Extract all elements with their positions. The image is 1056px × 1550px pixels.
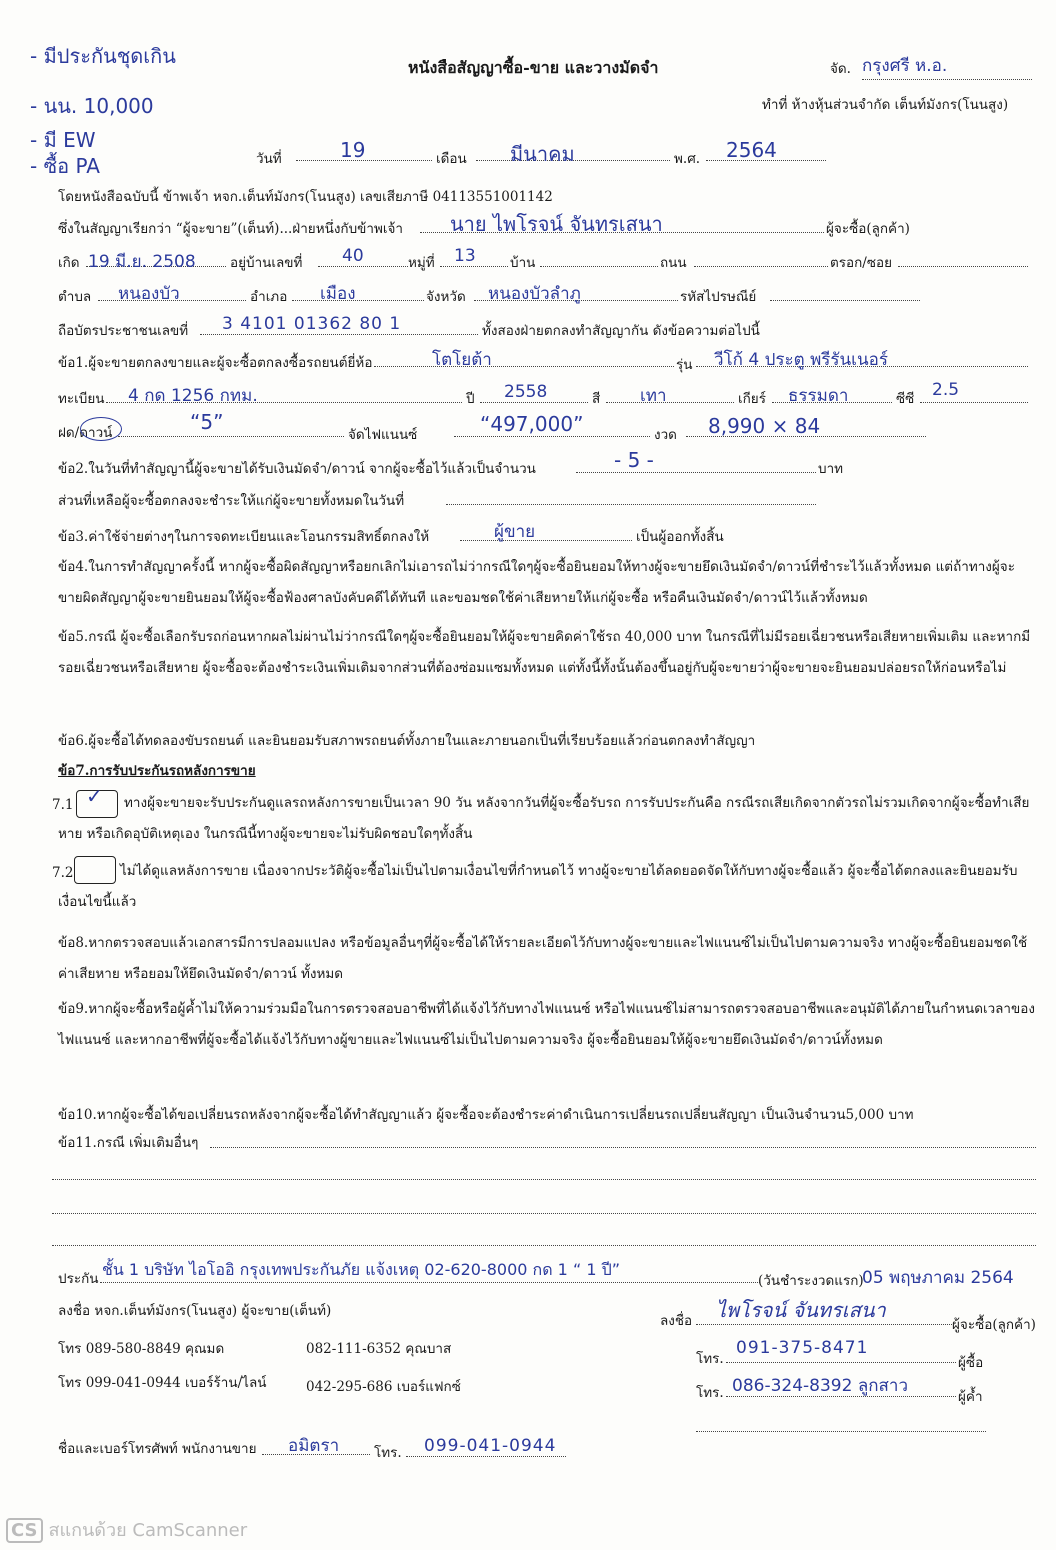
buyer-label: ผู้จะซื้อ(ลูกค้า) (826, 221, 910, 237)
down-value: “5” (190, 410, 224, 434)
clause-11-line-2 (52, 1178, 1036, 1180)
car-gear: ธรรมดา (788, 386, 849, 406)
gear-label: เกียร์ (738, 391, 766, 407)
clause-8: ข้อ8.หากตรวจสอบแล้วเอกสารมีการปลอมแปลง หรือข้อมูลอื่นๆที่ผู้จะซื้อได้ให้รายละเอียดไว้กับทางผู้จะขายและไฟแนนซ์ไม่เป็นไปตามความจริง ทางผู้จะซื้อยินยอมชดใช้ค่าเสียหาย หรือยอมให้ยึดเงินมัดจำ/ดาวน์ ทั้งหมด (58, 935, 1028, 982)
moo-value: 13 (454, 246, 476, 266)
village-line (540, 266, 658, 267)
finance-label: จัดไฟแนนซ์ (348, 427, 418, 443)
buyer-signature: ไพโรจน์ จันทรเสนา (716, 1298, 886, 1322)
phone-shop: โทร 099-041-0944 เบอร์ร้าน/ไลน์ (58, 1375, 267, 1391)
guarantor-tel: 086-324-8392 ลูกสาว (732, 1376, 909, 1396)
guarantor-tel-role: ผู้ค้ำ (958, 1389, 983, 1405)
month-value: มีนาคม (510, 142, 575, 166)
birth-value: 19 มี.ย. 2508 (88, 252, 196, 272)
buyer-tel-line (726, 1362, 956, 1363)
staff-label: ชื่อและเบอร์โทรศัพท์ พนักงานขาย (58, 1441, 257, 1457)
soi-line (898, 266, 1028, 267)
clause-11-label: ข้อ11.กรณี เพิ่มเติมอื่นๆ (58, 1135, 199, 1151)
id-value: 3 4101 01362 80 1 (222, 314, 402, 334)
reg-label: ทะเบียน (58, 391, 105, 407)
buyer-role: ผู้จะซื้อ(ลูกค้า) (952, 1317, 1036, 1333)
house-line (318, 266, 408, 267)
car-color: เทา (640, 386, 667, 406)
staff-name: อมิตรา (288, 1436, 340, 1456)
brand-line (374, 366, 674, 367)
cc-label: ซีซี (896, 391, 915, 407)
finance-value: “497,000” (480, 412, 584, 436)
color-line (606, 402, 734, 403)
day-label: วันที่ (256, 151, 282, 167)
clause-7: ข้อ7.การรับประกันรถหลังการขาย (58, 763, 256, 779)
guarantor-tel-label: โทร. (696, 1385, 724, 1401)
model-label: รุ่น (676, 357, 693, 373)
insurance-label: ประกัน (58, 1271, 99, 1287)
province-label: จังหวัด (426, 289, 466, 305)
buyer-tel-label: โทร. (696, 1351, 724, 1367)
zip-line (770, 300, 920, 301)
car-year-label: ปี (466, 391, 475, 407)
clause-7-2-number: 7.2 (52, 865, 74, 881)
camscanner-text: สแกนด้วย CamScanner (48, 1520, 248, 1541)
first-payment-date: 05 พฤษภาคม 2564 (862, 1268, 1014, 1288)
clause-7-1-number: 7.1 (52, 797, 74, 813)
clause-1-label: ข้อ1.ผู้จะขายตกลงขายและผู้จะซื้อตกลงซื้อรถยนต์ยี่ห้อ (58, 355, 373, 371)
intro-text: โดยหนังสือฉบับนี้ ข้าพเจ้า หจก.เต็นท์มังกร(โนนสูง) เลขเสียภาษี 0411355100114​2 (58, 189, 553, 205)
seller-label: ซึ่งในสัญญาเรียกว่า “ผู้จะขาย”(เต็นท์)...ฝ่ายหนึ่งกับข้าพเจ้า (58, 221, 403, 237)
buyer-sign-label: ลงชื่อ (660, 1313, 693, 1329)
house-value: 40 (342, 246, 364, 266)
side-note-amount: - นน. 10,000 (30, 94, 154, 118)
province-value: หนองบัวลำภู (488, 284, 581, 304)
soi-label: ตรอก/ซอย (830, 255, 893, 271)
installment-value: 8,990 × 84 (708, 414, 821, 438)
camscanner-logo-icon: CS (6, 1518, 43, 1543)
clause-3-value: ผู้ขาย (494, 522, 536, 542)
side-note-ew: - มี EW (30, 128, 96, 152)
id-label: ถือบัตรประชาชนเลขที่ (58, 323, 189, 339)
clause-6: ข้อ6.ผู้จะซื้อได้ทดลองขับรถยนต์ และยินยอมรับสภาพรถยนต์ทั้งภายในและภายนอกเป็นที่เรียบร้อยแล้วก่อนตกลงทำสัญญา (58, 733, 756, 749)
clause-7-1: ทางผู้จะขายจะรับประกันดูแลรถหลังการขายเป็นเวลา 90 วัน หลังจากวันที่ผู้จะซื้อรับรถ การรับประกันคือ กรณีรถเสียเกิดจากตัวรถไม่รวมเกิดจากผู้จะซื้อทำเสียหาย หรือเกิดอุบัติเหตุเอง ในกรณีนี้ทางผู้จะขายจะไม่รับผิดชอบใดๆทั้งสิ้น (58, 795, 1030, 842)
down-circle-mark (80, 417, 122, 441)
village-label: บ้าน (510, 255, 536, 271)
clause-10: ข้อ10.หากผู้จะซื้อได้ขอเปลี่ยนรถหลังจากผู้จะซื้อได้ทำสัญญาแล้ว ผู้จะซื้อจะต้องชำระค่าดำเนินการเปลี่ยนรถเปลี่ยนสัญญา เป็นเงินจำนวน5,000 บาท (58, 1107, 914, 1123)
clause-7-2: ไม่ได้ดูแลหลังการขาย เนื่องจากประวัติผู้จะซื้อไม่เป็นไปตามเงื่อนไขที่กำหนดไว้ ทางผู้จะขายได้ลดยอดจัดให้กับทางผู้จะซื้อแล้ว ผู้จะซื้อได้ตกลงและยินยอมรับเงื่อนไขนี้แล้ว (58, 863, 1018, 910)
car-year-line (480, 402, 588, 403)
amphoe-label: อำเภอ (250, 289, 288, 305)
car-model: วีโก้ 4 ประตู พรีรันเนอร์ (714, 350, 888, 370)
down-label: ฝด/ดาวน์ (58, 425, 113, 441)
extra-tel-line (696, 1430, 986, 1432)
installment-label: งวด (654, 427, 677, 443)
buyer-tel-role: ผู้ซื้อ (958, 1355, 984, 1371)
day-value: 19 (340, 138, 366, 162)
branch-value: กรุงศรี ห.อ. (862, 52, 1032, 80)
road-label: ถนน (660, 255, 687, 271)
insurance-value: ชั้น 1 บริษัท ไอโออิ กรุงเทพประกันภัย แจ้งเหตุ 02-620-8000 กด 1 “ 1 ปี” (102, 1260, 621, 1279)
clause-11-line-4 (52, 1244, 1036, 1246)
car-registration: 4 กด 1256 กทม. (128, 386, 258, 406)
clause-2-amount: - 5 - (614, 448, 654, 472)
clause-3-label: ข้อ3.ค่าใช้จ่ายต่างๆในการจดทะเบียนและโอนกรรมสิทธิ์ตกลงให้ (58, 529, 430, 545)
clause-9: ข้อ9.หากผู้จะซื้อหรือผู้ค้ำไม่ให้ความร่วมมือในการตรวจสอบอาชีพที่ได้แจ้งไว้กับทางไฟแนนซ์ หรือไฟแนนซ์ไม่สามารถตรวจสอบอาชีพและอนุมัติได้ภายในกำหนดเวลาของไฟแนนซ์ และหากอาชีพที่ผู้จะซื้อได้แจ้งไว้กับทางผู้ขายและไฟแนนซ์ไม่เป็นไปตามความจริง ผู้จะซื้อยินยอมให้ผู้จะขายยึดเงินมัดจำ/ดาวน์ทั้งหมด (58, 1001, 1035, 1048)
phone-bas: 082-111-6352 คุณบาส (306, 1341, 452, 1357)
tambon-value: หนองบัว (118, 284, 180, 304)
moo-line (440, 266, 508, 267)
clause-2-line (576, 472, 816, 473)
clause-3-end: เป็นผู้ออกทั้งสิ้น (636, 529, 724, 545)
car-brand: โตโยต้า (432, 350, 492, 370)
tambon-label: ตำบล (58, 289, 92, 305)
car-year: 2558 (504, 382, 548, 402)
agree-text: ทั้งสองฝ่ายตกลงทำสัญญากัน ดังข้อความต่อไปนี้ (482, 323, 760, 339)
first-payment-label: (วันชำระงวดแรก) (758, 1273, 864, 1289)
house-label: อยู่บ้านเลขที่ (230, 255, 303, 271)
year-label: พ.ศ. (674, 151, 701, 167)
year-value: 2564 (726, 138, 777, 162)
color-label: สี (592, 391, 601, 407)
staff-tel-label: โทร. (374, 1445, 402, 1461)
amphoe-value: เมือง (320, 284, 356, 304)
camscanner-watermark (6, 1515, 247, 1544)
phone-mod: โทร 089-580-8849 คุณมด (58, 1341, 225, 1357)
finance-line (454, 436, 650, 437)
clause-2b-line (446, 504, 816, 505)
side-note-pa: - ซื้อ PA (30, 154, 100, 178)
branch-label: จัด. (830, 61, 851, 77)
moo-label: หมู่ที่ (408, 255, 435, 271)
clause-4: ข้อ4.ในการทำสัญญาครั้งนี้ หากผู้จะซื้อผิดสัญญาหรือยกเลิกไม่เอารถไม่ว่ากรณีใดๆผู้จะซื้อยินยอมให้ทางผู้จะขายยึดเงินมัดจำ/ดาวน์ที่ชำระไว้แล้วทั้งหมด แต่ถ้าทางผู้จะขายผิดสัญญาผู้จะขายยินยอมให้ผู้จะซื้อฟ้องศาลบังคับคดีได้ทันที และขอมชดใช้ค่าเสียหายให้แก่ผู้จะซื้อ หรือคืนเงินมัดจำ/ดาวน์ไว้แล้วทั้งหมด (58, 559, 1015, 606)
staff-tel-line (406, 1456, 566, 1457)
check-mark-icon: ✓ (86, 784, 103, 808)
road-line (694, 266, 828, 267)
document-title: หนังสือสัญญาซื้อ-ขาย และวางมัดจำ (408, 58, 659, 77)
clause-3-line (460, 540, 632, 541)
seller-signature-line: ลงชื่อ หจก.เต็นท์มังกร(โนนสูง) ผู้จะขาย(เต็นท์) (58, 1303, 332, 1319)
clause-5: ข้อ5.กรณี ผู้จะซื้อเลือกรับรถก่อนหากผลไม่ผ่านไม่ว่ากรณีใดๆผู้จะซื้อยินยอมให้ผู้จะขายคิดค่าใช้รถ 40,000 บาท ในกรณีที่ไม่มีรอยเฉี่ยวชนหรือเสียหายเพิ่มเติม และหากมีรอยเฉี่ยวชนหรือเสียหาย ผู้จะซื้อจะต้องชำระเงินเพิ่มเติมจากส่วนที่ต้องซ่อมแซมทั้งหมด แต่ทั้งนี้ทั้งนั้นต้องขึ้นอยู่กับผู้จะขายว่าผู้จะขายจะยินยอมปล่อยรถให้ก่อนหรือไม่ (58, 629, 1031, 676)
birth-label: เกิด (58, 255, 80, 271)
phone-fax: 042-295-686 เบอร์แฟกซ์ (306, 1379, 461, 1395)
clause-2-label: ข้อ2.ในวันที่ทำสัญญานี้ผู้จะขายได้รับเงินมัดจำ/ดาวน์ จากผู้จะซื้อไว้แล้วเป็นจำนวน (58, 461, 536, 477)
side-note-insurance: - มีประกันชุดเกิน (30, 44, 176, 68)
down-line (118, 436, 344, 437)
amphoe-line (292, 300, 424, 301)
zip-label: รหัสไปรษณีย์ (680, 289, 757, 305)
clause-2-unit: บาท (818, 461, 844, 477)
cc-line (920, 402, 1028, 403)
location-text: ทำที่ ห้างหุ้นส่วนจำกัด เต็นท์มังกร(โนนสูง) (762, 97, 1009, 113)
staff-tel: 099-041-0944 (424, 1436, 557, 1456)
clause-2b-text: ส่วนที่เหลือผู้จะซื้อตกลงจะชำระให้แก่ผู้จะขายทั้งหมดในวันที่ (58, 493, 405, 509)
month-label: เดือน (436, 151, 467, 167)
clause-11-line-3 (52, 1212, 1036, 1214)
id-line (200, 334, 478, 335)
buyer-tel: 091-375-8471 (736, 1338, 869, 1358)
clause-11-line-1 (210, 1146, 1036, 1148)
car-cc: 2.5 (932, 380, 960, 400)
buyer-name: นาย ไพโรจน์ จันทรเสนา (450, 212, 663, 236)
